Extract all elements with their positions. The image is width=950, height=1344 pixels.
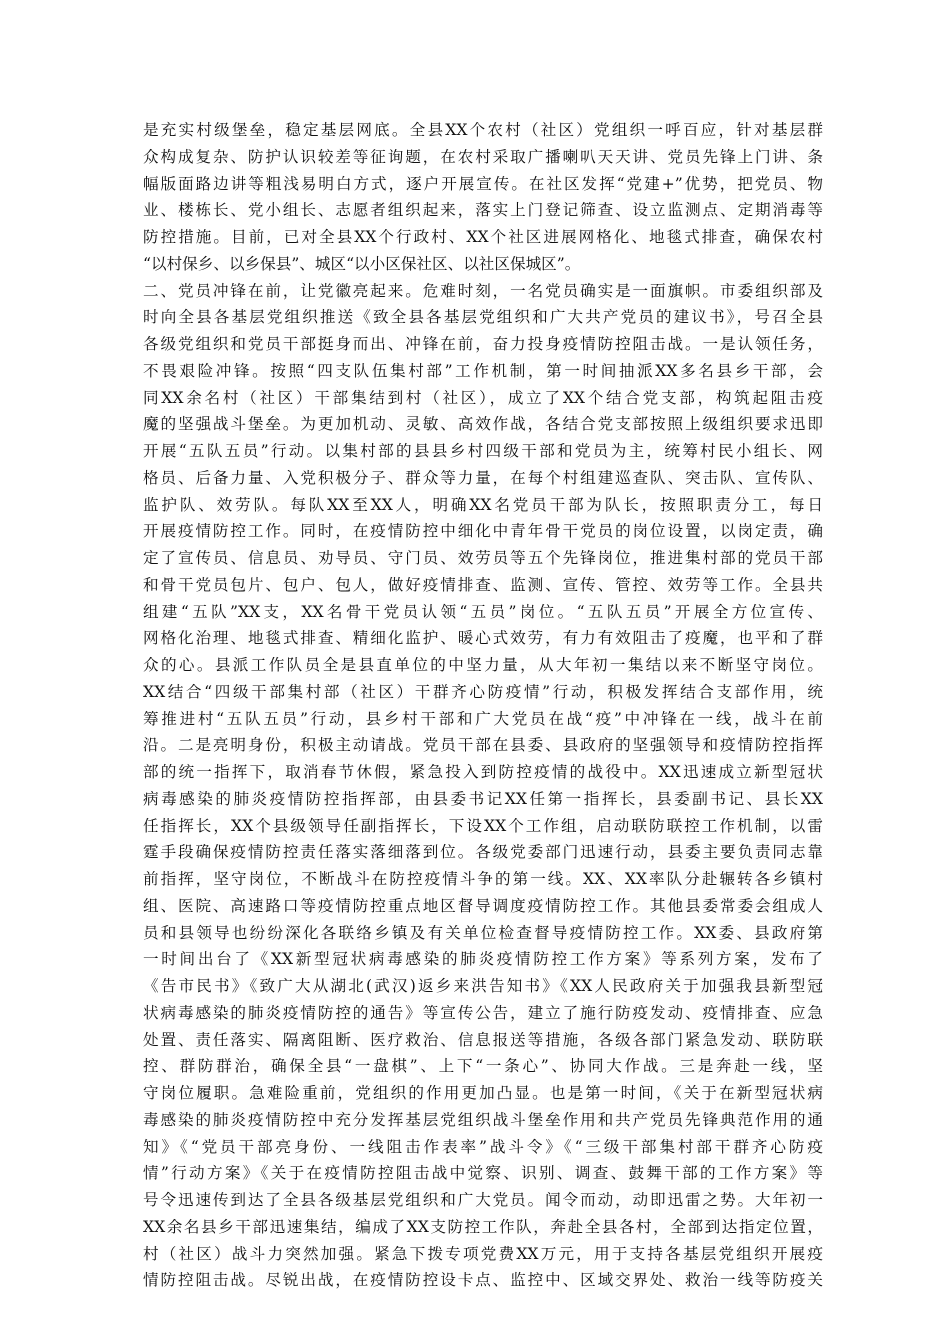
text-line: 众的心。县派工作队员全是县直单位的中坚力量，从大年初一集结以来不断坚守岗位。 <box>143 656 823 674</box>
text-line: 不畏艰险冲锋。按照“四支队伍集村部”工作机制，第一时间抽派XX多名县乡干部，会 <box>143 361 823 380</box>
text-line: XX余名县乡干部迅速集结，编成了XX支防控工作队，奔赴全县各村，全部到达指定位置， <box>143 1217 823 1236</box>
text-line: 业、楼栋长、党小组长、志愿者组织起来，落实上门登记筛查、设立监测点、定期消毒等 <box>143 201 823 220</box>
text-line: 《告市民书》《致广大从湖北(武汉)返乡来洪告知书》《XX人民政府关于加强我县新型冠 <box>143 977 823 995</box>
text-line: 监护队、效劳队。每队XX至XX人，明确XX名党员干部为队长，按照职责分工，每日 <box>143 495 823 514</box>
text-line: 组建“五队”XX支，XX名骨干党员认领“五员”岗位。“五队五员”开展全方位宣传、 <box>143 602 823 621</box>
text-line: 处置、责任落实、隔离阻断、医疗救治、信息报送等措施，各级各部门紧急发动、联防联 <box>143 1030 823 1049</box>
text-line: 筹推进村“五队五员”行动，县乡村干部和广大党员在战“疫”中冲锋在一线，战斗在前 <box>143 709 823 728</box>
text-line: 毒感染的肺炎疫情防控中充分发挥基层党组织战斗堡垒作用和共产党员先锋典范作用的通 <box>143 1110 823 1129</box>
text-line: 是充实村级堡垒，稳定基层网底。全县XX个农村（社区）党组织一呼百应，针对基层群 <box>143 121 823 139</box>
text-line: 村（社区）战斗力突然加强。紧急下拨专项党费XX万元，用于支持各基层党组织开展疫 <box>143 1244 823 1263</box>
text-line: 格员、后备力量、入党积极分子、群众等力量，在每个村组建巡查队、突击队、宣传队、 <box>143 468 823 487</box>
text-line: 开展“五队五员”行动。以集村部的县县乡村四级干部和党员为主，统筹村民小组长、网 <box>143 442 823 460</box>
text-line: 众构成复杂、防护认识较差等征询题，在农村采取广播喇叭天天讲、党员先锋上门讲、条 <box>143 147 823 166</box>
text-line: 前指挥，坚守岗位，不断战斗在防控疫情斗争的第一线。XX、XX率队分赴辗转各乡镇村 <box>143 870 823 888</box>
text-line: 各级党组织和党员干部挺身而出、冲锋在前，奋力投身疫情防控阻击战。一是认领任务， <box>143 335 823 353</box>
text-line: 病毒感染的肺炎疫情防控指挥部，由县委书记XX任第一指挥长，县委副书记、县长XX <box>143 789 823 808</box>
text-line: 霆手段确保疫情防控责任落实落细落到位。各级党委部门迅速行动，县委主要负责同志靠 <box>143 843 823 862</box>
text-line: 时向全县各基层党组织推送《致全县各基层党组织和广大共产党员的建议书》，号召全县 <box>143 308 823 327</box>
text-line: 部的统一指挥下，取消春节休假，紧急投入到防控疫情的战役中。XX迅速成立新型冠状 <box>143 763 823 781</box>
text-line: 防控措施。目前，已对全县XX个行政村、XX个社区进展网格化、地毯式排查，确保农村 <box>143 228 823 246</box>
text-line: 控、群防群治，确保全县“一盘棋”、上下“一条心”、协同大作战。三是奔赴一线，坚 <box>143 1057 823 1076</box>
text-line: 员和县领导也纷纷深化各联络乡镇及有关单位检查督导疫情防控工作。XX委、县政府第 <box>143 923 823 942</box>
text-line: 一时间出台了《XX新型冠状病毒感染的肺炎疫情防控工作方案》等系列方案，发布了 <box>143 950 823 969</box>
text-line: 任指挥长，XX个县级领导任副指挥长，下设XX个工作组，启动联防联控工作机制，以雷 <box>143 816 823 835</box>
text-line: 魔的坚强战斗堡垒。为更加机动、灵敏、高效作战，各结合党支部按照上级组织要求迅即 <box>143 415 823 434</box>
text-line: 定了宣传员、信息员、劝导员、守门员、效劳员等五个先锋岗位，推进集村部的党员干部 <box>143 549 823 567</box>
text-line: 知》《“党员干部亮身份、一线阻击作表率”战斗令》《“三级干部集村部干群齐心防疫 <box>143 1137 823 1156</box>
document-body <box>143 117 823 1294</box>
text-line: 守岗位履职。急难险重前，党组织的作用更加凸显。也是第一时间，《关于在新型冠状病 <box>143 1084 823 1102</box>
text-line: 号令迅速传到达了全县各级基层党组织和广大党员。闻令而动，动即迅雷之势。大年初一 <box>143 1191 823 1209</box>
text-line: 情”行动方案》《关于在疫情防控阻击战中觉察、识别、调查、鼓舞干部的工作方案》等 <box>143 1164 823 1183</box>
text-line: 同XX余名村（社区）干部集结到村（社区），成立了XX个结合党支部，构筑起阻击疫 <box>143 388 823 407</box>
text-line: 二、党员冲锋在前，让党徽亮起来。危难时刻，一名党员确实是一面旗帜。市委组织部及 <box>143 281 823 300</box>
text-line: 幅版面路边讲等粗浅易明白方式，逐户开展宣传。在社区发挥“党建+”优势，把党员、物 <box>143 174 823 193</box>
text-line: XX结合“四级干部集村部（社区）干群齐心防疫情”行动，积极发挥结合支部作用，统 <box>143 682 823 701</box>
text-line: 情防控阻击战。尽锐出战，在疫情防控设卡点、监控中、区域交界处、救治一线等防疫关 <box>143 1271 823 1290</box>
text-line: 开展疫情防控工作。同时，在疫情防控中细化中青年骨干党员的岗位设置，以岗定责，确 <box>143 522 823 541</box>
text-line: 状病毒感染的肺炎疫情防控的通告》等宣传公告，建立了施行防疫发动、疫情排查、应急 <box>143 1003 823 1022</box>
text-line: 组、医院、高速路口等疫情防控重点地区督导调度疫情防控工作。其他县委常委会组成人 <box>143 896 823 915</box>
text-line: 网格化治理、地毯式排查、精细化监护、暖心式效劳，有力有效阻击了疫魔，也平和了群 <box>143 629 823 648</box>
text-line: 和骨干党员包片、包户、包人，做好疫情排查、监测、宣传、管控、效劳等工作。全县共 <box>143 575 823 594</box>
text-line: 沿。二是亮明身份，积极主动请战。党员干部在县委、县政府的坚强领导和疫情防控指挥 <box>143 736 823 755</box>
text-line: “以村保乡、以乡保县”、城区“以小区保社区、以社区保城区”。 <box>143 254 581 273</box>
